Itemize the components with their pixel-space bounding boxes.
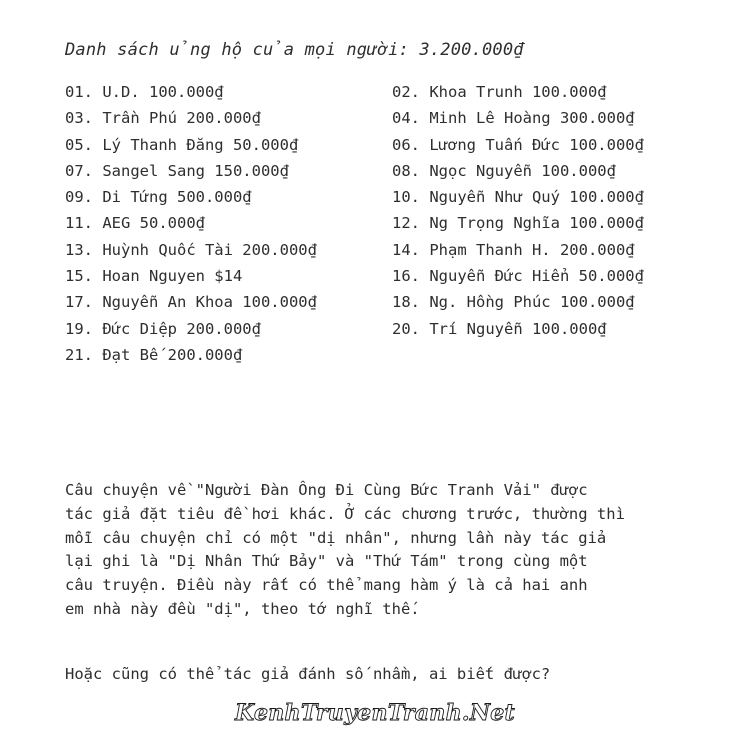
donor-item: 12. Ng Trọng Nghĩa 100.000₫ xyxy=(392,214,644,233)
donor-item: 07. Sangel Sang 150.000₫ xyxy=(65,161,289,180)
paragraph-line: em nhà này đều "dị", theo tớ nghĩ thế. xyxy=(65,599,420,618)
paragraph-line: lại ghi là "Dị Nhân Thứ Bảy" và "Thứ Tám" trong cùng một xyxy=(65,552,588,571)
donor-item: 09. Di Tứng 500.000₫ xyxy=(65,188,252,207)
paragraph-line: mỗi câu chuyện chỉ có một "dị nhân", nhưng lần này tác giả xyxy=(65,528,607,547)
paragraph-line: tác giả đặt tiêu đề hơi khác. Ở các chương trước, thường thì xyxy=(65,504,625,523)
donor-item: 19. Đức Diệp 200.000₫ xyxy=(65,319,261,338)
donor-item: 20. Trí Nguyễn 100.000₫ xyxy=(392,319,607,338)
donor-item: 17. Nguyễn An Khoa 100.000₫ xyxy=(65,293,317,312)
donor-item: 01. U.D. 100.000₫ xyxy=(65,83,224,101)
donor-list-right xyxy=(392,79,644,342)
donor-item: 11. AEG 50.000₫ xyxy=(65,214,205,233)
paragraph-line: Câu chuyện về "Người Đàn Ông Đi Cùng Bức Tranh Vải" được xyxy=(65,481,588,499)
donor-item: 18. Ng. Hồng Phúc 100.000₫ xyxy=(392,293,635,312)
donor-item: 04. Minh Lê Hoàng 300.000₫ xyxy=(392,109,635,128)
donor-item: 05. Lý Thanh Đăng 50.000₫ xyxy=(65,135,299,154)
story-note-paragraph xyxy=(65,479,725,622)
site-watermark: KenhTruyenTranh.Net xyxy=(235,700,515,726)
donor-item: 14. Phạm Thanh H. 200.000₫ xyxy=(392,240,635,259)
paragraph-line: câu truyện. Điều này rất có thể mang hàm ý là cả hai anh xyxy=(65,576,588,595)
donor-item: 06. Lương Tuấn Đức 100.000₫ xyxy=(392,135,644,154)
donor-item: 16. Nguyễn Đức Hiển 50.000₫ xyxy=(392,267,644,286)
closing-remark xyxy=(65,663,725,687)
donor-item: 03. Trần Phú 200.000₫ xyxy=(65,109,261,128)
donor-item: 15. Hoan Nguyen $14 xyxy=(65,267,243,286)
donor-item: 21. Đạt Bế 200.000₫ xyxy=(65,345,243,364)
donor-list-left xyxy=(65,79,317,368)
donor-item: 08. Ngọc Nguyễn 100.000₫ xyxy=(392,161,616,180)
donor-item: 10. Nguyễn Như Quý 100.000₫ xyxy=(392,188,644,207)
paragraph-line: Hoặc cũng có thể tác giả đánh số nhầm, ai biết được? xyxy=(65,665,551,683)
donor-item: 02. Khoa Trunh 100.000₫ xyxy=(392,83,607,101)
donor-item: 13. Huỳnh Quốc Tài 200.000₫ xyxy=(65,240,317,259)
donation-list-title: Danh sách ủng hộ của mọi người: 3.200.000₫ xyxy=(65,40,524,60)
